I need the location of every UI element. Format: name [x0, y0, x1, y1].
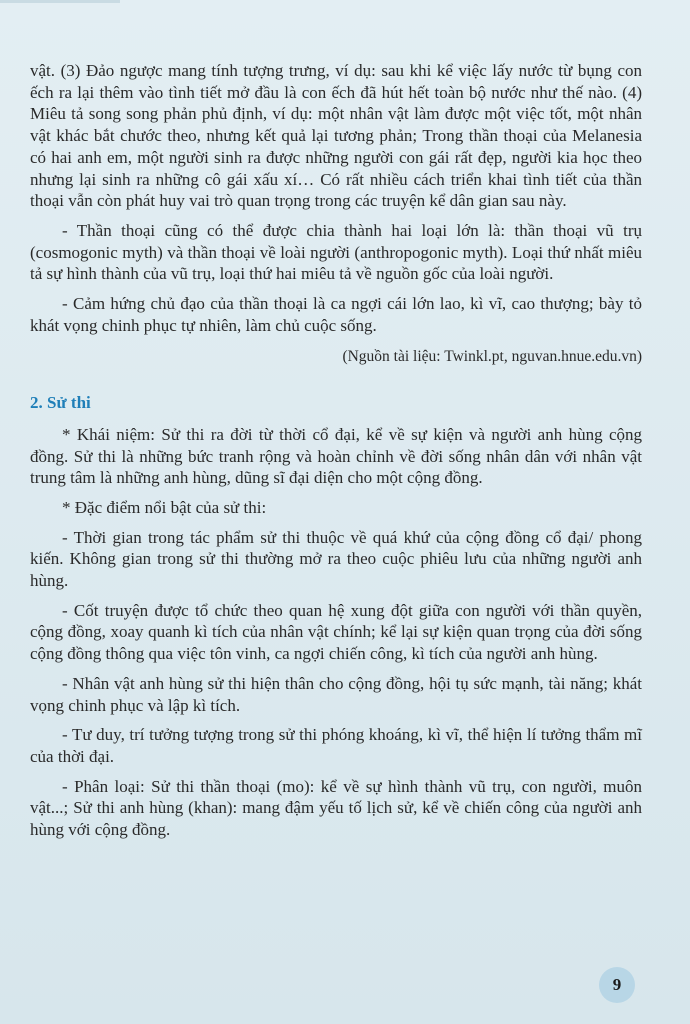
paragraph-time-space: - Thời gian trong tác phẩm sử thi thuộc về quá khứ của cộng đồng cổ đại/ phong kiến. Không gian trong sử thi thường mở ra theo cuộc phiêu lưu của những người anh hùng. — [30, 527, 642, 591]
page-number: 9 — [599, 967, 635, 1003]
paragraph-classification: - Phân loại: Sử thi thần thoại (mo): kể về sự hình thành vũ trụ, con người, muôn vật...; Sử thi anh hùng (khan): mang đậm yếu tố lịch sử, kể về chiến công của người anh hùng với cộng đồng. — [30, 776, 642, 840]
paragraph-hero: - Nhân vật anh hùng sử thi hiện thân cho cộng đồng, hội tụ sức mạnh, tài năng; khát vọng chinh phục và lập kì tích. — [30, 673, 642, 715]
paragraph-myth-inspiration: - Cảm hứng chủ đạo của thần thoại là ca ngợi cái lớn lao, kì vĩ, cao thượng; bày tỏ khát vọng chinh phục tự nhiên, làm chủ cuộc sống. — [30, 294, 642, 335]
paragraph-continuation: vật. (3) Đảo ngược mang tính tượng trưng, ví dụ: sau khi kể việc lấy nước từ bụng con ếch ra lại thêm vào tình tiết mở đầu là con ếch đã hút hết toàn bộ nước như thế nào. (4) Miêu tả song song phản phủ định, ví dụ: một nhân vật làm được một việc tốt, một nhân vật khác bắt chước theo, nhưng kết quả lại tương phản; Trong thần thoại của Melanesia có hai anh em, một người sinh ra được những người con gái rất đẹp, người kia học theo nhưng lại sinh ra những cô gái xấu xí… Có rất nhiều cách triển khai tình tiết của thần thoại vẫn còn phát huy vai trò quan trọng trong các truyện kể dân gian sau này. — [30, 61, 642, 211]
paragraph-imagination: - Tư duy, trí tưởng tượng trong sử thi phóng khoáng, kì vĩ, thể hiện lí tưởng thẩm mĩ của thời đại. — [30, 725, 642, 766]
page-content — [30, 60, 642, 849]
paragraph-myth-types: - Thần thoại cũng có thể được chia thành hai loại lớn là: thần thoại vũ trụ (cosmogonic myth) và thần thoại về loài người (anthropogonic myth). Loại thứ nhất miêu tả sự hình thành của vũ trụ, loại thứ hai miêu tả về nguồn gốc của loài người. — [30, 220, 642, 284]
top-decoration — [0, 0, 120, 3]
paragraph-features-title: * Đặc điểm nổi bật của sử thi: — [62, 497, 267, 517]
section-heading: 2. Sử thi — [30, 393, 91, 413]
paragraph-concept: * Khái niệm: Sử thi ra đời từ thời cổ đại, kể về sự kiện và người anh hùng cộng đồng. Sử thi là những bức tranh rộng và hoàn chỉnh về đời sống nhân dân với nhân vật trung tâm là những anh hùng, dũng sĩ đại diện cho một cộng đồng. — [30, 424, 642, 488]
source-citation: (Nguồn tài liệu: Twinkl.pt, nguvan.hnue.edu.vn) — [342, 348, 642, 366]
paragraph-plot: - Cốt truyện được tổ chức theo quan hệ xung đột giữa con người với thần quyền, cộng đồng, xoay quanh kì tích của nhân vật chính; kể lại sự kiện quan trọng của đời sống cộng đồng thông qua việc tôn vinh, ca ngợi chiến công, kì tích của người anh hùng. — [30, 600, 642, 664]
